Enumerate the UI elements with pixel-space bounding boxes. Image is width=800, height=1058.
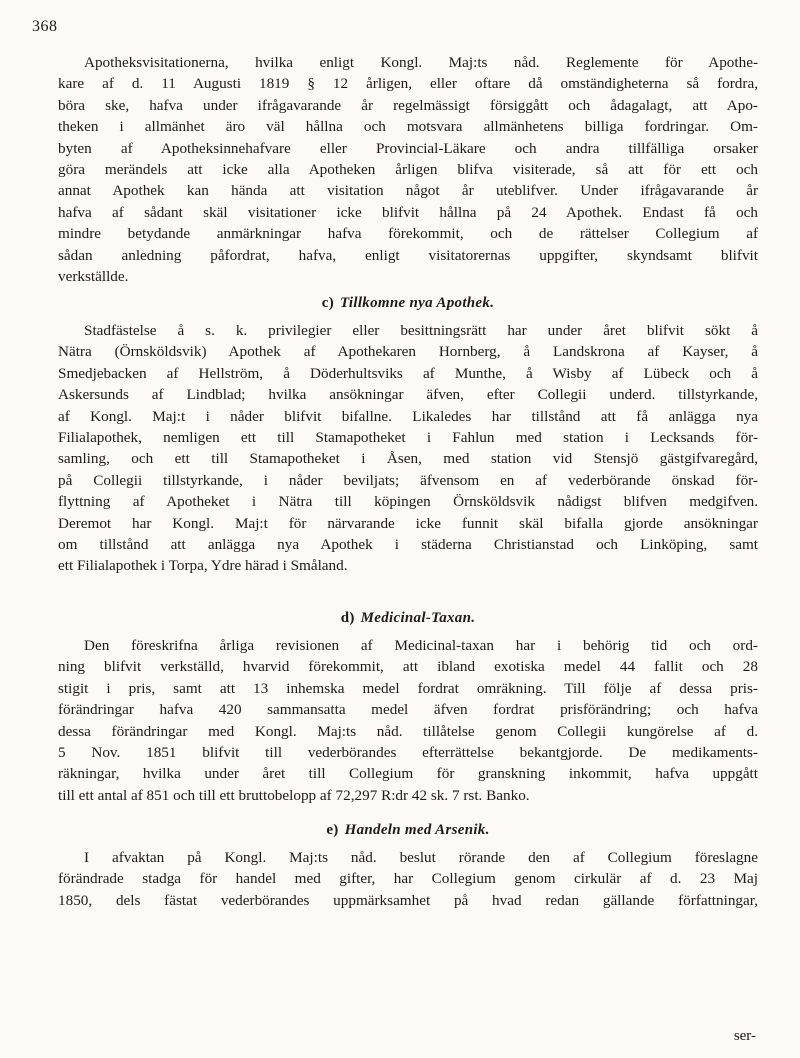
catchword: ser-	[733, 1028, 756, 1044]
section-heading-e	[58, 822, 758, 839]
text-line: förändrade stadga för handel med gifter, har Collegium genom cirkulär af d. 23 Maj	[58, 870, 758, 888]
section-title: Medicinal-Taxan.	[360, 610, 476, 626]
text-line: Nätra (Örnsköldsvik) Apothek af Apothekaren Hornberg, å Landskrona af Kayser, å	[58, 343, 758, 361]
page-number: 368	[32, 18, 58, 35]
text-line: ett Filialapothek i Torpa, Ydre härad i Småland.	[58, 557, 348, 575]
text-line: kare af d. 11 Augusti 1819 § 12 årligen, eller oftare då omständigheterna så fordra,	[58, 75, 758, 93]
text-line: förändringar hafva 420 sammansatta medel äfven fordrat prisförändring; och hafva	[58, 701, 758, 719]
text-line: annat Apothek kan hända att visitation något år uteblifver. Under ifrågavarande år	[58, 182, 758, 200]
paragraph-medicinal-taxa	[58, 635, 758, 806]
paragraph-new-apothecaries	[58, 320, 758, 577]
text-line: sådan anledning påfordrat, hafva, enligt visitatorernas uppgifter, skyndsamt blifvit	[58, 246, 758, 264]
section-letter: d)	[340, 610, 355, 626]
text-line: 1850, dels fästat vederbörandes uppmärksamhet på hvad redan gällande författningar,	[58, 891, 758, 909]
text-line: Deremot har Kongl. Maj:t för närvarande icke funnit skäl bifalla gjorde ansökningar	[58, 514, 758, 532]
section-title: Handeln med Arsenik.	[344, 822, 490, 838]
text-line: hafva af sådant skäl visitationer icke blifvit hållna på 24 Apothek. Endast få och	[58, 203, 758, 221]
text-line: på Collegii tillstyrkande, i nåder beviljats; äfvensom en af vederbörande önskad för-	[58, 471, 758, 489]
text-line: byten af Apotheksinnehafvare eller Provincial-Läkare och andra tillfälliga orsaker	[58, 139, 758, 157]
paragraph-arsenic-trade	[58, 847, 758, 911]
text-line: Smedjebacken af Hellström, å Döderhultsviks af Munthe, å Wisby af Lübeck och å	[58, 364, 758, 382]
text-line: mindre betydande anmärkningar hafva förekommit, och de rättelser Collegium af	[58, 225, 758, 243]
section-heading-d	[58, 610, 758, 627]
text-line: Stadfästelse å s. k. privilegier eller besittningsrätt har under året blifvit sökt å	[84, 322, 758, 339]
text-line: theken i allmänhet äro väl hållna och motsvara allmänhetens billiga fordringar. Om-	[58, 118, 758, 136]
text-line: flyttning af Apotheket i Nätra till köpingen Örnsköldsvik nådigst blifven medgifven.	[58, 493, 758, 511]
text-line: I afvaktan på Kongl. Maj:ts nåd. beslut rörande den af Collegium föreslagne	[84, 849, 758, 866]
section-letter: c)	[321, 295, 334, 311]
section-title: Tillkomne nya Apothek.	[340, 295, 495, 311]
text-line: 5 Nov. 1851 blifvit till vederbörandes efterrättelse bekantgjorde. De medikaments-	[58, 744, 758, 762]
text-line: till ett antal af 851 och till ett bruttobelopp af 72,297 R:dr 42 sk. 7 rst. Banko.	[58, 786, 530, 804]
text-line: Askersunds af Lindblad; hvilka ansökningar äfven, efter Collegii underd. tillstyrkande,	[58, 386, 758, 404]
text-line: om tillstånd att anlägga nya Apothek i städerna Christianstad och Linköping, samt	[58, 536, 758, 554]
text-line: ning blifvit verkställd, hvarvid förekommit, att ibland exotiska medel 44 fallit och 28	[58, 658, 758, 676]
text-line: verkställde.	[58, 268, 129, 286]
text-line: böra ske, hafva under ifrågavarande år regelmässigt försiggått och ådagalagt, att Apo-	[58, 96, 758, 114]
text-line: Den föreskrifna årliga revisionen af Medicinal-taxan har i behörig tid och ord-	[84, 637, 758, 654]
text-line: Filialapothek, nemligen ett till Stamapotheket i Fahlun med station i Lecksands för-	[58, 429, 758, 447]
text-line: Apotheksvisitationerna, hvilka enligt Kongl. Maj:ts nåd. Reglemente för Apothe-	[84, 54, 758, 71]
text-line: göra merändels att icke alla Apotheken årligen blifva visiterade, så att för ett och	[58, 161, 758, 179]
section-letter: e)	[326, 822, 339, 838]
text-line: dessa förändringar med Kongl. Maj:ts nåd. tillåtelse genom Collegii kungörelse af d.	[58, 722, 758, 740]
text-line: räkningar, hvilka under året till Collegium för granskning inkommit, hafva uppgått	[58, 765, 758, 783]
text-line: af Kongl. Maj:t i nåder blifvit bifallne. Likaledes har tillstånd att få anlägga nya	[58, 407, 758, 425]
text-line: samling, och ett till Stamapotheket i Åsen, med station vid Stensjö gästgifvaregård,	[58, 450, 758, 468]
text-line: stigit i pris, samt att 13 inhemska medel fordrat omräkning. Till följe af dessa pris-	[58, 679, 758, 697]
paragraph-visitations	[58, 52, 758, 287]
section-heading-c	[58, 295, 758, 312]
